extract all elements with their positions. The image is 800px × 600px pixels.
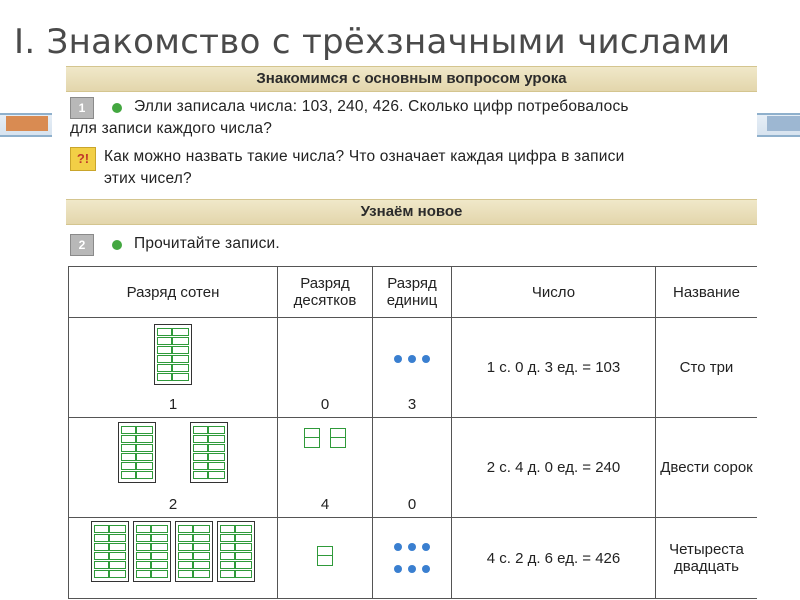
number-name: Сто три <box>656 318 758 418</box>
hundreds-digit: 2 <box>168 496 178 513</box>
hundreds-cell <box>69 518 278 599</box>
units-digit: 3 <box>407 396 417 413</box>
hundreds-digit: 1 <box>168 396 178 413</box>
section-header-new: Узнаём новое <box>66 199 757 225</box>
question-line1: Как можно назвать такие числа? Что означает каждая цифра в записи <box>104 148 625 165</box>
number-name: Четыреста двадцать <box>656 518 758 599</box>
tens-cell <box>278 418 373 518</box>
task2-text: Прочитайте записи. <box>134 235 280 252</box>
hundred-block-icon <box>175 521 213 582</box>
task1-line1: Элли записала числа: 103, 240, 426. Сколько цифр потребовалось <box>134 98 629 115</box>
number-name: Двести сорок <box>656 418 758 518</box>
units-digit: 0 <box>407 496 417 513</box>
hundred-block-icon <box>217 521 255 582</box>
tens-cell <box>278 318 373 418</box>
ten-bar-icon <box>330 428 346 448</box>
table-header-row <box>69 267 758 318</box>
slide-title: I. Знакомство с трёхзначными числами <box>14 22 731 62</box>
hundreds-cell <box>69 418 278 518</box>
unit-dot-icon <box>394 565 402 573</box>
unit-dot-icon <box>408 565 416 573</box>
task-number-badge: 1 <box>70 97 94 119</box>
task-number-badge: 2 <box>70 234 94 256</box>
number-expression: 4 с. 2 д. 6 ед. = 426 <box>452 518 656 599</box>
question-badge-icon: ?! <box>70 147 96 171</box>
hundred-block-icon <box>154 324 192 385</box>
question-line2: этих чисел? <box>104 170 192 187</box>
hundred-block-icon <box>190 422 228 483</box>
section-header-main-question: Знакомимся с основным вопросом урока <box>66 66 757 92</box>
header-hundreds: Разряд сотен <box>69 267 278 318</box>
table-row <box>69 418 758 518</box>
textbook-page <box>66 66 757 600</box>
units-cell <box>373 518 452 599</box>
unit-dot-icon <box>422 565 430 573</box>
unit-dot-icon <box>408 355 416 363</box>
task1-line2: для записи каждого числа? <box>70 120 273 137</box>
tens-digit: 0 <box>320 396 330 413</box>
ten-bar-icon <box>317 546 333 566</box>
unit-dot-icon <box>422 543 430 551</box>
number-expression: 2 с. 4 д. 0 ед. = 240 <box>452 418 656 518</box>
table-row <box>69 318 758 418</box>
decorative-accent-left <box>6 116 48 131</box>
units-cell <box>373 318 452 418</box>
units-cell <box>373 418 452 518</box>
place-value-table <box>68 266 757 599</box>
hundreds-cell <box>69 318 278 418</box>
green-bullet-icon <box>112 103 122 113</box>
header-units: Разряд единиц <box>373 267 452 318</box>
unit-dot-icon <box>422 355 430 363</box>
decorative-accent-right <box>767 116 800 131</box>
hundred-block-icon <box>118 422 156 483</box>
hundred-block-icon <box>91 521 129 582</box>
green-bullet-icon <box>112 240 122 250</box>
header-number: Число <box>452 267 656 318</box>
ten-bar-icon <box>304 428 320 448</box>
unit-dot-icon <box>408 543 416 551</box>
table-row <box>69 518 758 599</box>
unit-dot-icon <box>394 543 402 551</box>
unit-dot-icon <box>394 355 402 363</box>
tens-cell <box>278 518 373 599</box>
header-name: Название <box>656 267 758 318</box>
tens-digit: 4 <box>320 496 330 513</box>
hundred-block-icon <box>133 521 171 582</box>
header-tens: Разряд десятков <box>278 267 373 318</box>
number-expression: 1 с. 0 д. 3 ед. = 103 <box>452 318 656 418</box>
